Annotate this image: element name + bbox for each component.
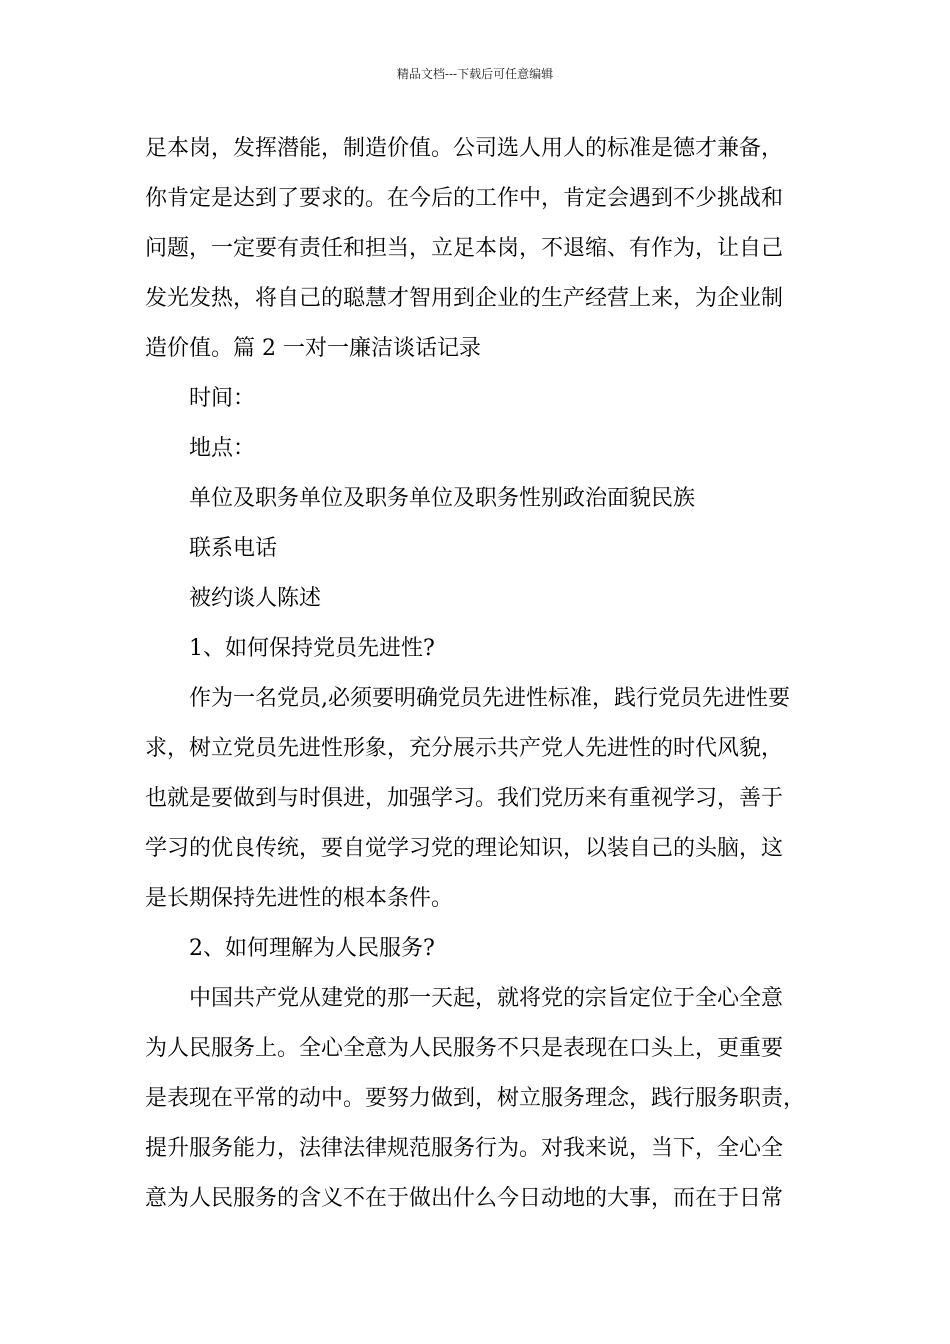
text-line: 求，树立党员先进性形象，充分展示共产党人先进性的时代风貌， [145, 736, 784, 761]
form-fields-line: 单位及职务单位及职务单位及职务性别政治面貌民族 [189, 486, 696, 511]
time-label: 时间： [189, 386, 256, 411]
question-heading: 1、如何保持党员先进性? [189, 636, 435, 661]
text-line: 足本岗，发挥潜能，制造价值。公司选人用人的标准是德才兼备， [145, 136, 784, 161]
text-line: 发光发热，将自己的聪慧才智用到企业的生产经营上来，为企业制 [145, 286, 784, 311]
text-line: 中国共产党从建党的那一天起，就将党的宗旨定位于全心全意 [189, 986, 784, 1011]
text-line: 也就是要做到与时俱进，加强学习。我们党历来有重视学习，善于 [145, 786, 784, 811]
text-line: 提升服务能力，法律法律规范服务行为。对我来说，当下，全心全 [145, 1136, 784, 1161]
text-line: 造价值。篇 2 一对一廉洁谈话记录 [145, 336, 481, 361]
text-line: 是表现在平常的动中。要努力做到，树立服务理念，践行服务职责， [145, 1086, 806, 1111]
text-line: 你肯定是达到了要求的。在今后的工作中，肯定会遇到不少挑战和 [145, 186, 784, 211]
page-header: 精品文档---下载后可任意编辑 [396, 67, 554, 81]
document-body [145, 124, 810, 1224]
phone-label: 联系电话 [189, 536, 278, 561]
text-line: 意为人民服务的含义不在于做出什么今日动地的大事，而在于日常 [145, 1186, 784, 1211]
text-line: 为人民服务上。全心全意为人民服务不只是表现在口头上，更重要 [145, 1036, 784, 1061]
text-line: 问题，一定要有责任和担当，立足本岗，不退缩、有作为，让自己 [145, 236, 784, 261]
statement-label: 被约谈人陈述 [189, 586, 322, 611]
text-line: 是长期保持先进性的根本条件。 [145, 886, 454, 911]
location-label: 地点： [189, 436, 256, 461]
text-line: 学习的优良传统，要自觉学习党的理论知识，以装自己的头脑，这 [145, 836, 784, 861]
text-line: 作为一名党员,必须要明确党员先进性标准，践行党员先进性要 [189, 686, 790, 711]
question-heading: 2、如何理解为人民服务? [189, 936, 435, 961]
